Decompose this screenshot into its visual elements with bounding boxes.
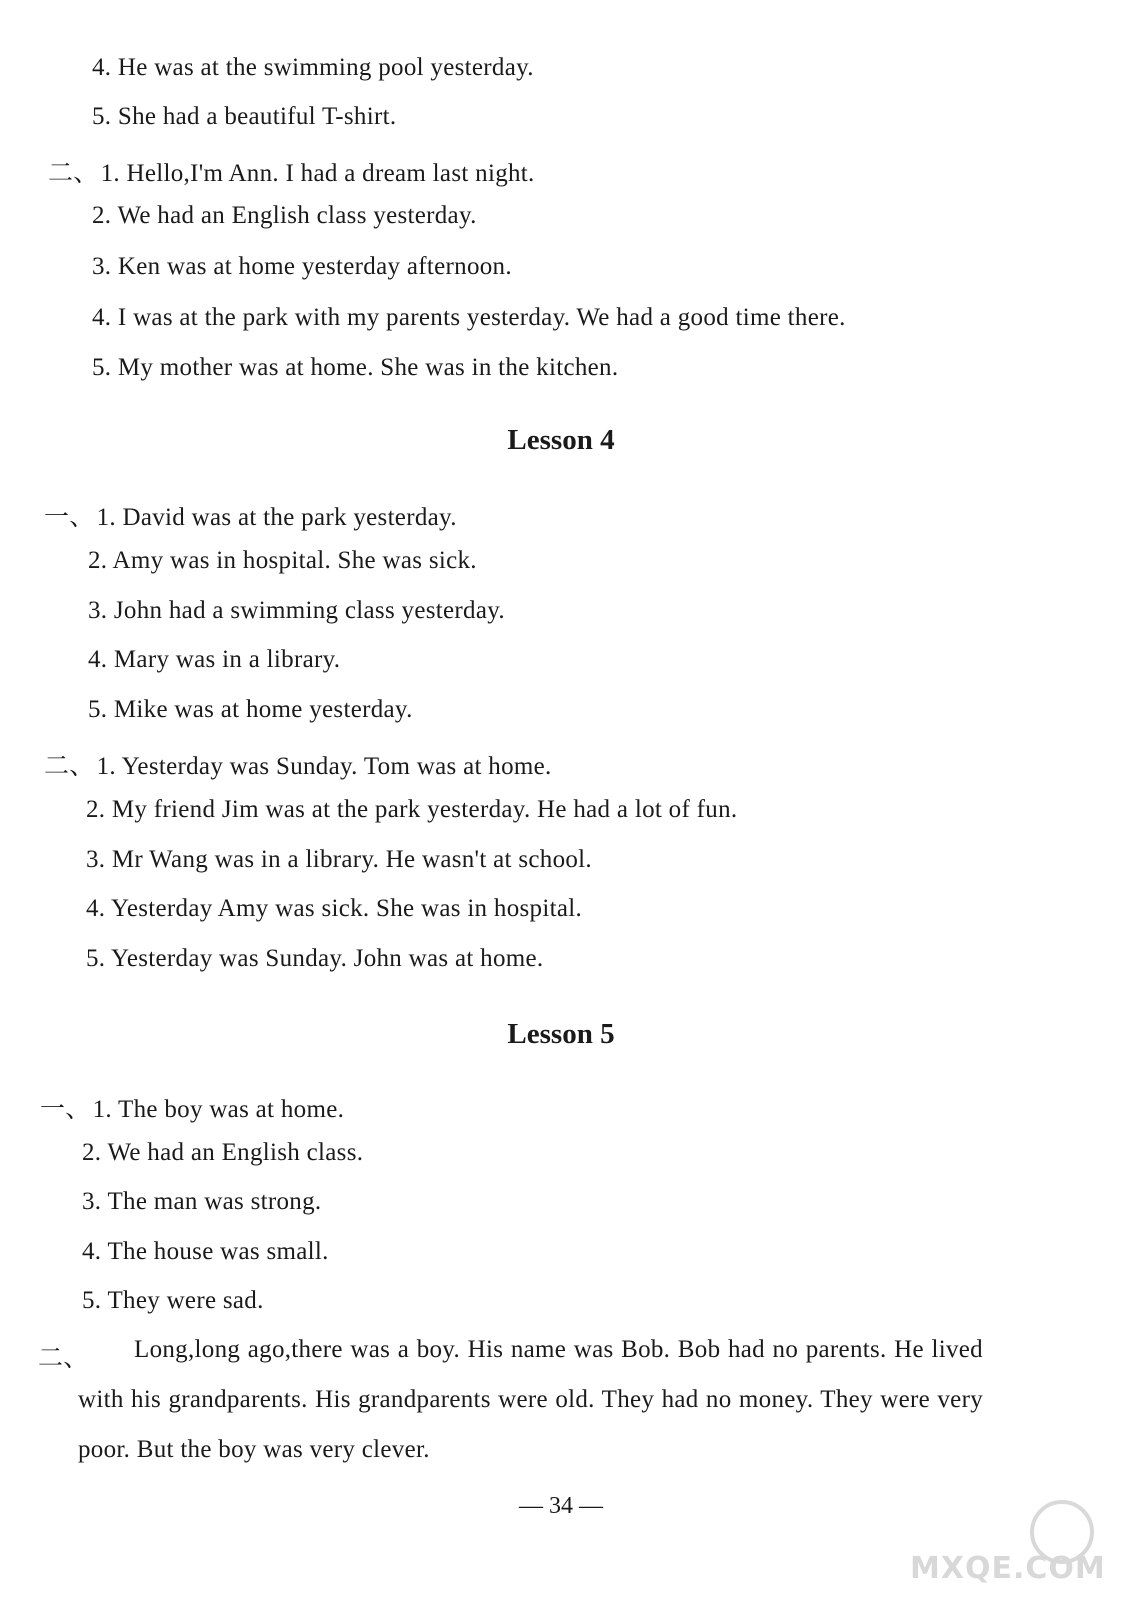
answer-line: 3. The man was strong. — [82, 1188, 322, 1215]
answer-line: 2. We had an English class. — [82, 1139, 364, 1166]
answer-line — [44, 746, 552, 782]
answer-text: 1. Hello,I'm Ann. I had a dream last night. — [100, 160, 535, 187]
answer-line — [48, 153, 535, 189]
answer-line: 3. John had a swimming class yesterday. — [88, 597, 505, 624]
answer-line: 4. The house was small. — [82, 1238, 329, 1265]
lesson-title: Lesson 5 — [507, 1018, 615, 1050]
answer-line: 4. Mary was in a library. — [88, 646, 341, 673]
answer-text: 1. The boy was at home. — [92, 1096, 345, 1123]
answer-line: 2. We had an English class yesterday. — [92, 202, 477, 229]
answer-line: 2. Amy was in hospital. She was sick. — [88, 547, 477, 574]
answer-line: 5. My mother was at home. She was in the kitchen. — [92, 354, 619, 381]
page-number: — 34 — — [519, 1493, 603, 1519]
answer-text: 1. Yesterday was Sunday. Tom was at home. — [96, 753, 552, 780]
answer-line: 5. She had a beautiful T-shirt. — [92, 103, 397, 130]
answer-line: 5. Mike was at home yesterday. — [88, 696, 413, 723]
section-mark: 一、 — [40, 1096, 91, 1123]
story-paragraph — [78, 1325, 983, 1475]
answer-line: 4. I was at the park with my parents yesterday. We had a good time there. — [92, 304, 846, 331]
section-mark: 二、 — [44, 753, 95, 780]
answer-line: 4. Yesterday Amy was sick. She was in hospital. — [86, 895, 583, 922]
paragraph-text: Long,long ago,there was a boy. His name was Bob. Bob had no parents. He lived with his grandparents. His grandparents were old. They had no money. They were very poor. But the boy was very clever. — [78, 1336, 983, 1463]
section-mark: 二、 — [48, 160, 99, 187]
answer-line — [40, 1089, 344, 1125]
answer-line: 5. They were sad. — [82, 1287, 264, 1314]
answer-text: 1. David was at the park yesterday. — [96, 504, 457, 531]
lesson-title: Lesson 4 — [507, 424, 615, 456]
section-mark: 一、 — [44, 504, 95, 531]
answer-line: 3. Ken was at home yesterday afternoon. — [92, 253, 512, 280]
watermark-text: MXQE.COM — [910, 1551, 1106, 1586]
answer-line: 4. He was at the swimming pool yesterday. — [92, 54, 534, 81]
answer-line: 3. Mr Wang was in a library. He wasn't at school. — [86, 846, 592, 873]
answer-line: 2. My friend Jim was at the park yesterday. He had a lot of fun. — [86, 796, 738, 823]
answer-line: 5. Yesterday was Sunday. John was at home. — [86, 945, 544, 972]
watermark — [904, 1500, 1104, 1590]
answer-line — [44, 497, 457, 533]
section-mark: 二、 — [38, 1345, 89, 1372]
